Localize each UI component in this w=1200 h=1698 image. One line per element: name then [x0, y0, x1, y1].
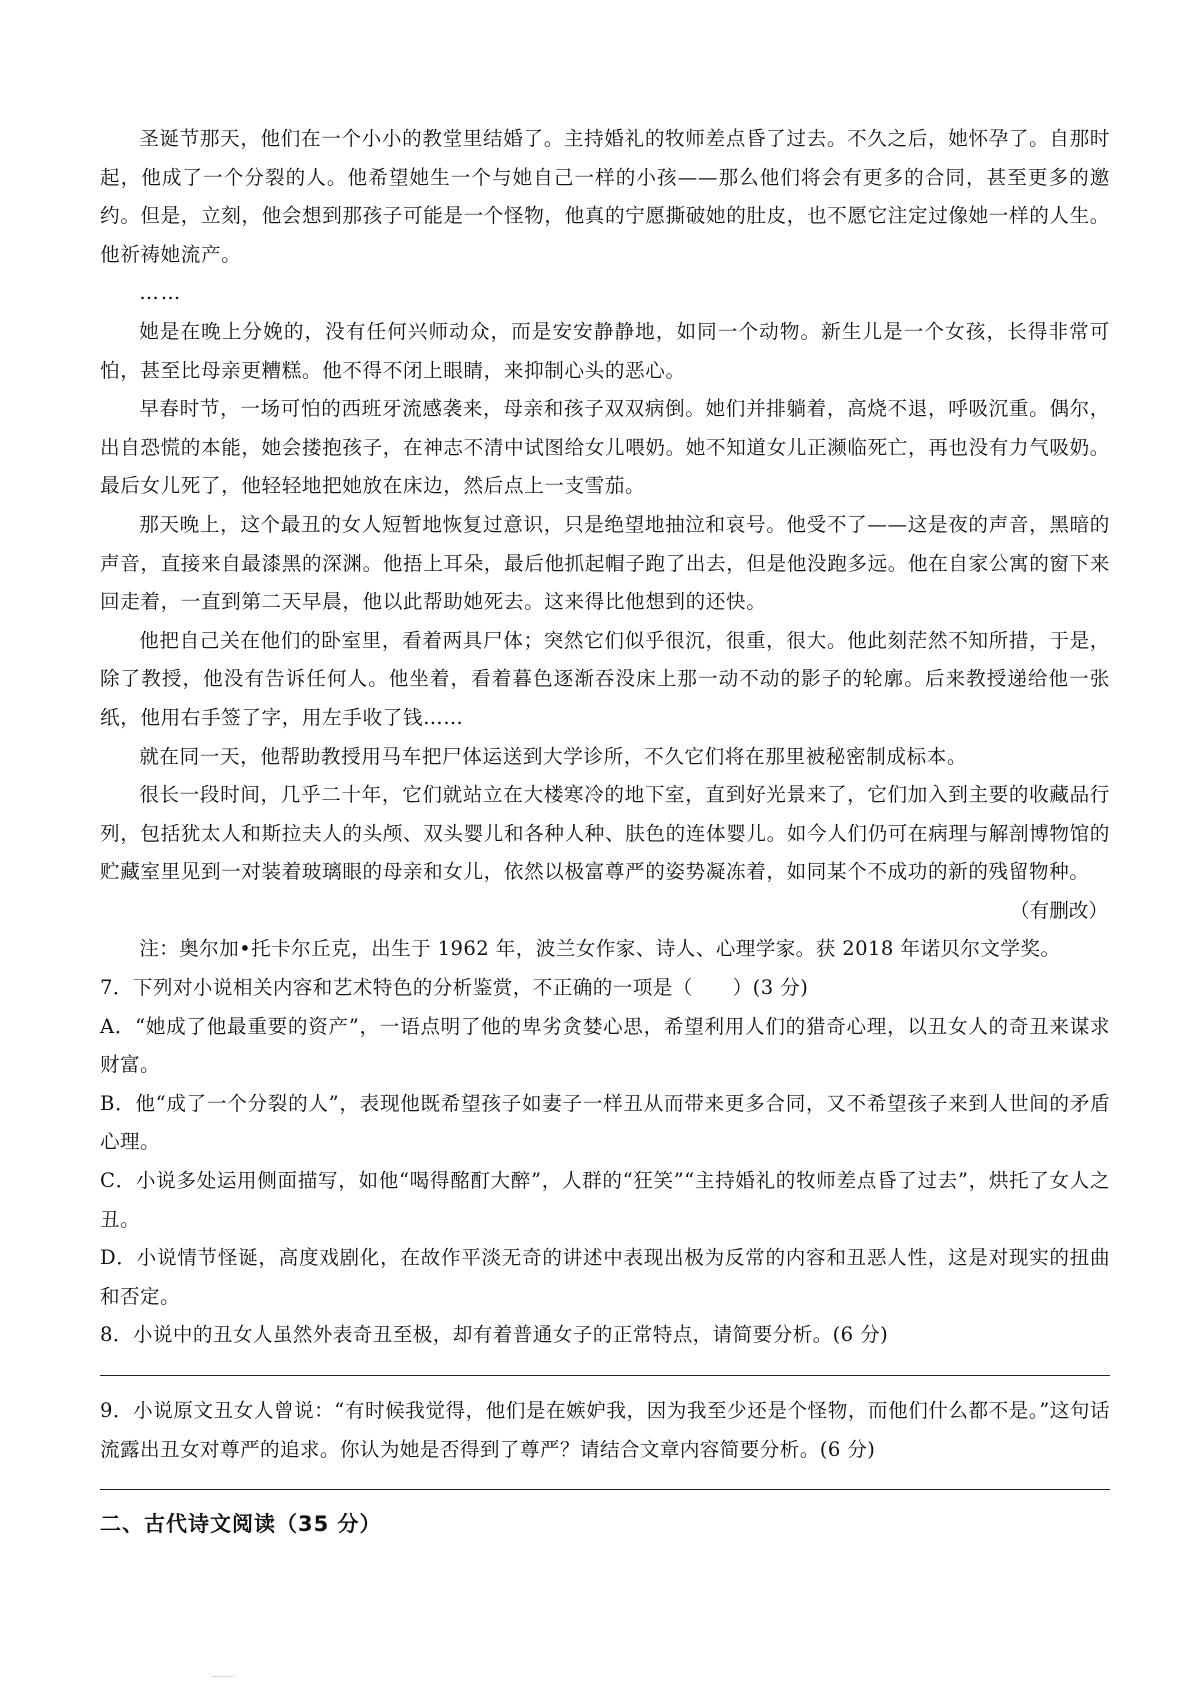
question-7-option-c: C．小说多处运用侧面描写，如他“喝得酩酊大醉”，人群的“狂笑”“主持婚礼的牧师差点昏了过去”，烘托了女人之丑。: [100, 1169, 1110, 1231]
exam-page: [100, 120, 1110, 1538]
answer-line: [100, 1469, 1110, 1490]
question-7-stem: 7．下列对小说相关内容和艺术特色的分析鉴赏，不正确的一项是（ ）(3 分): [100, 976, 809, 1000]
question-8: 8．小说中的丑女人虽然外表奇丑至极，却有着普通女子的正常特点，请简要分析。(6 分): [100, 1323, 889, 1347]
author-note: 注：奥尔加•托卡尔丘克，出生于 1962 年，波兰女作家、诗人、心理学家。获 2018 年诺贝尔文学奖。: [139, 937, 1061, 961]
question-7-option-a: A．“她成了他最重要的资产”，一语点明了他的卑劣贪婪心思，希望利用人们的猎奇心理，以丑女人的奇丑来谋求财富。: [100, 1014, 1110, 1077]
story-paragraph: 很长一段时间，几乎二十年，它们就站立在大楼寒冷的地下室，直到好光景来了，它们加入到主要的收藏品行列，包括犹太人和斯拉夫人的头颅、双头婴儿和各种人种、肤色的连体婴儿。如今人们仍可在病理与解剖博物馆的贮藏室里见到一对装着玻璃眼的母亲和女儿，依然以极富尊严的姿势凝冻着，如同某个不成功的新的残留物种。: [100, 783, 1110, 884]
question-7-option-b: B．他“成了一个分裂的人”，表现他既希望孩子如妻子一样丑从而带来更多合同，又不希望孩子来到人世间的矛盾心理。: [100, 1091, 1110, 1154]
story-ellipsis: ……: [139, 281, 183, 305]
question-9: 9．小说原文丑女人曾说：“有时候我觉得，他们是在嫉妒我，因为我至少还是个怪物，而他们什么都不是。”这句话流露出丑女对尊严的追求。你认为她是否得到了尊严？请结合文章内容简要分析。(6 分): [100, 1399, 1110, 1461]
story-paragraph: 就在同一天，他帮助教授用马车把尸体运送到大学诊所，不久它们将在那里被秘密制成标本。: [139, 744, 968, 768]
story-paragraph: 他把自己关在他们的卧室里，看着两具尸体；突然它们似乎很沉，很重，很大。他此刻茫然不知所措，于是，除了教授，他没有告诉任何人。他坐着，看着暮色逐渐吞没床上那一动不动的影子的轮廓。后来教授递给他一张纸，他用右手签了字，用左手收了钱……: [100, 628, 1110, 729]
story-paragraph: 圣诞节那天，他们在一个小小的教堂里结婚了。主持婚礼的牧师差点昏了过去。不久之后，她怀孕了。自那时起，他成了一个分裂的人。他希望她生一个与她自己一样的小孩——那么他们将会有更多的合同，甚至更多的邀约。但是，立刻，他会想到那孩子可能是一个怪物，他真的宁愿撕破她的肚皮，也不愿它注定过像她一样的人生。他祈祷她流产。: [100, 127, 1110, 266]
answer-line: [100, 1355, 1110, 1376]
footer-dots: [212, 1676, 234, 1677]
source-note: （有删改）: [1010, 898, 1108, 922]
question-7-option-d: D．小说情节怪诞，高度戏剧化，在故作平淡无奇的讲述中表现出极为反常的内容和丑恶人性，这是对现实的扭曲和否定。: [100, 1246, 1110, 1308]
story-paragraph: 她是在晚上分娩的，没有任何兴师动众，而是安安静静地，如同一个动物。新生儿是一个女孩，长得非常可怕，甚至比母亲更糟糕。他不得不闭上眼睛，来抑制心头的恶心。: [100, 319, 1110, 382]
section-title: 二、古代诗文阅读（35 分）: [100, 1512, 382, 1537]
story-paragraph: 那天晚上，这个最丑的女人短暂地恢复过意识，只是绝望地抽泣和哀号。他受不了——这是夜的声音，黑暗的声音，直接来自最漆黑的深渊。他捂上耳朵，最后他抓起帽子跑了出去，但是他没跑多远。他在自家公寓的窗下来回走着，一直到第二天早晨，他以此帮助她死去。这来得比他想到的还快。: [100, 512, 1110, 614]
story-paragraph: 早春时节，一场可怕的西班牙流感袭来，母亲和孩子双双病倒。她们并排躺着，高烧不退，呼吸沉重。偶尔，出自恐慌的本能，她会搂抱孩子，在神志不清中试图给女儿喂奶。她不知道女儿正濒临死亡，再也没有力气吸奶。最后女儿死了，他轻轻地把她放在床边，然后点上一支雪茄。: [100, 397, 1110, 498]
